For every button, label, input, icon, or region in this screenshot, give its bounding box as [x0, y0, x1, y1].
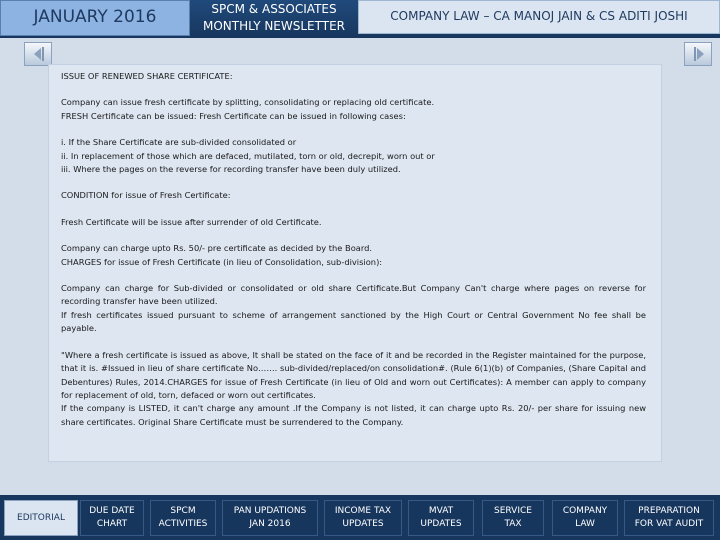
- paragraph: Company can issue fresh certificate by splitting, consolidating or replacing old certificate.: [61, 97, 435, 108]
- paragraph: FRESH Certificate can be issued: Fresh Certificate can be issued in following cases:: [61, 110, 406, 121]
- paragraph: Company can charge upto Rs. 50/- pre certificate as decided by the Board.: [61, 243, 373, 254]
- newsletter-label: MONTHLY NEWSLETTER: [202, 19, 346, 33]
- nav-button-spcm-activities[interactable]: SPCM ACTIVITIES: [150, 500, 216, 536]
- firm-name: SPCM & ASSOCIATES: [211, 2, 337, 16]
- arrow-right-icon: [691, 46, 707, 62]
- condition-heading: CONDITION for issue of Fresh Certificate:: [61, 190, 231, 201]
- paragraph: Fresh Certificate will be issue after surrender of old Certificate.: [61, 216, 322, 227]
- nav-button-income-tax-updates[interactable]: INCOME TAX UPDATES: [324, 500, 402, 536]
- nav-button-company-law[interactable]: COMPANY LAW: [552, 500, 618, 536]
- arrow-left-icon: [31, 46, 47, 62]
- issue-date: JANUARY 2016: [33, 7, 157, 27]
- case-item: ii. In replacement of those which are defaced, mutilated, torn or old, decrepit, worn out or: [61, 150, 435, 161]
- case-item: iii. Where the pages on the reverse for recording transfer have been duly utilized.: [61, 164, 401, 175]
- next-page-button[interactable]: [684, 42, 712, 66]
- newsletter-brand: [190, 0, 358, 36]
- paragraph: Company can charge for Sub-divided or consolidated or old share Certificate.But Company Can't charge where pages on reverse for recording transfer have been utilized.: [61, 283, 646, 307]
- nav-button-service-tax[interactable]: SERVICE TAX: [482, 500, 544, 536]
- paragraph: CHARGES for issue of Fresh Certificate (in lieu of Consolidation, sub-division):: [61, 256, 383, 267]
- nav-button-editorial[interactable]: EDITORIAL: [4, 500, 78, 536]
- section-title: COMPANY LAW – CA MANOJ JAIN & CS ADITI JOSHI: [390, 9, 688, 23]
- issue-date-box: [0, 0, 190, 36]
- nav-button-pan-updations[interactable]: PAN UPDATIONS JAN 2016: [222, 500, 318, 536]
- previous-page-button[interactable]: [24, 42, 52, 66]
- case-item: i. If the Share Certificate are sub-divided consolidated or: [61, 137, 297, 148]
- paragraph: If the company is LISTED, it can't charge any amount .If the Company is not listed, it can charge upto Rs. 20/- per share for issuing new share certificates. Original Share Certificate must be surrendered to the Company.: [61, 403, 646, 427]
- section-title-box: [358, 0, 720, 34]
- nav-button-preparation-vat-audit[interactable]: PREPARATION FOR VAT AUDIT: [624, 500, 714, 536]
- paragraph: If fresh certificates issued pursuant to scheme of arrangement sanctioned by the High Court or Central Government No fee shall be payable.: [61, 309, 646, 334]
- article-body: [61, 70, 646, 429]
- article-heading: ISSUE OF RENEWED SHARE CERTIFICATE:: [61, 71, 233, 81]
- nav-button-mvat-updates[interactable]: MVAT UPDATES: [408, 500, 474, 536]
- quote-paragraph: "Where a fresh certificate is issued as above, It shall be stated on the face of it and be recorded in the Register maintained for the purpose, that it is. #Issued in lieu of share certificate No……. sub-divided/replaced/on consolidation#. (Rule 6(1)(b) of Companies, (Share Capital and Debentures) Rules, 2014.CHARGES for issue of Fresh Certificate (in lieu of Old and worn out Certificates): A member can apply to company for replacement of old, torn, defaced or worn out certificates.: [61, 349, 646, 400]
- nav-button-due-date-chart[interactable]: DUE DATE CHART: [80, 500, 144, 536]
